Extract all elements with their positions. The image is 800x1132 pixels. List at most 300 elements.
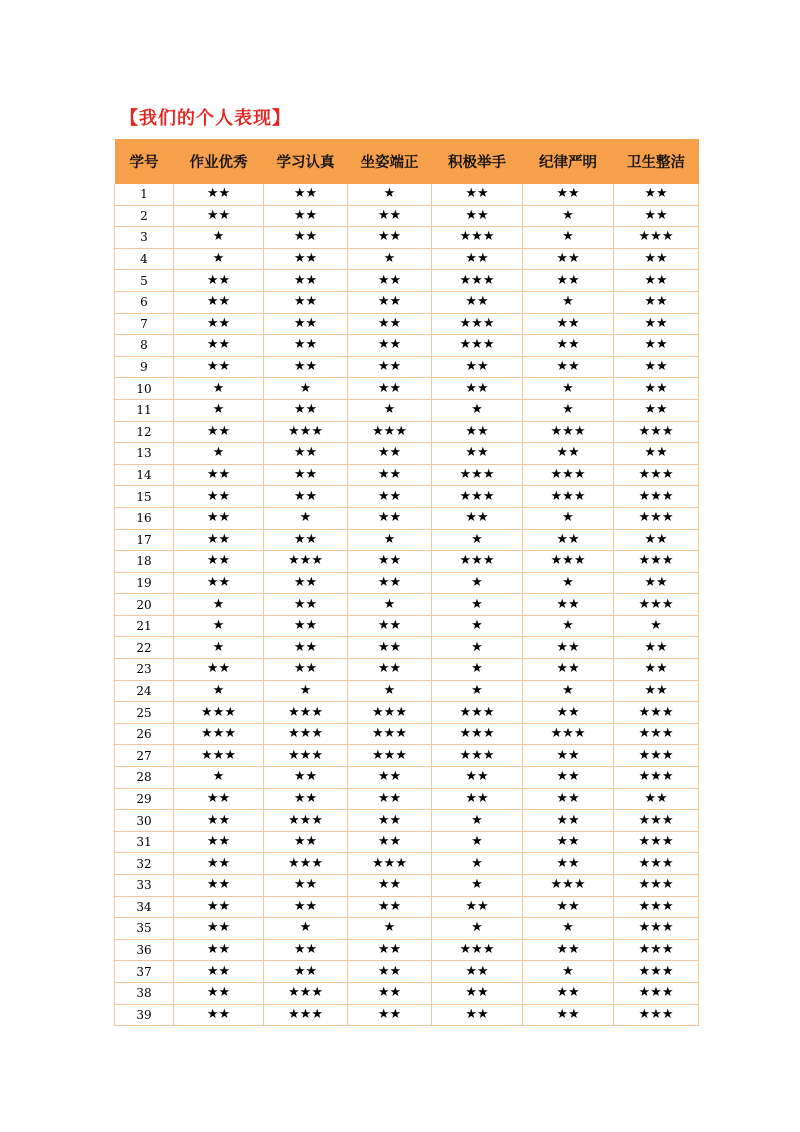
posture-stars: ★ (348, 918, 432, 940)
posture-stars: ★★ (348, 291, 432, 313)
hygiene-stars: ★★ (614, 572, 699, 594)
student-id-cell: 31 (115, 831, 174, 853)
hygiene-stars: ★★ (614, 680, 699, 702)
study-stars: ★★★ (264, 723, 348, 745)
student-id-cell: 32 (115, 853, 174, 875)
table-row (115, 918, 699, 940)
study-stars: ★★★ (264, 551, 348, 573)
hygiene-stars: ★★★ (614, 961, 699, 983)
homework-stars: ★ (174, 378, 264, 400)
discipline-stars: ★ (523, 291, 614, 313)
homework-stars: ★★ (174, 335, 264, 357)
study-stars: ★ (264, 507, 348, 529)
table-row (115, 291, 699, 313)
hygiene-stars: ★★★ (614, 939, 699, 961)
discipline-stars: ★★ (523, 313, 614, 335)
table-row (115, 572, 699, 594)
table-row (115, 421, 699, 443)
discipline-stars: ★★★ (523, 486, 614, 508)
posture-stars: ★★ (348, 810, 432, 832)
hygiene-stars: ★★★ (614, 507, 699, 529)
discipline-stars: ★ (523, 572, 614, 594)
student-id-cell: 4 (115, 248, 174, 270)
student-id-cell: 19 (115, 572, 174, 594)
student-id-cell: 21 (115, 615, 174, 637)
study-stars: ★★ (264, 572, 348, 594)
student-id-cell: 20 (115, 594, 174, 616)
table-row (115, 335, 699, 357)
homework-stars: ★★ (174, 507, 264, 529)
homework-stars: ★★ (174, 659, 264, 681)
posture-stars: ★★ (348, 939, 432, 961)
homework-stars: ★★ (174, 572, 264, 594)
hand-raising-stars: ★ (432, 680, 523, 702)
student-id-cell: 28 (115, 767, 174, 789)
hand-raising-stars: ★ (432, 853, 523, 875)
table-header-row (115, 139, 699, 184)
student-id-cell: 13 (115, 443, 174, 465)
posture-stars: ★★ (348, 1004, 432, 1026)
discipline-stars: ★★ (523, 356, 614, 378)
homework-stars: ★★ (174, 788, 264, 810)
student-id-cell: 18 (115, 551, 174, 573)
table-row (115, 982, 699, 1004)
student-id-cell: 5 (115, 270, 174, 292)
homework-stars: ★★ (174, 896, 264, 918)
hygiene-stars: ★★★ (614, 896, 699, 918)
study-stars: ★★ (264, 399, 348, 421)
student-id-cell: 10 (115, 378, 174, 400)
hygiene-stars: ★★★ (614, 831, 699, 853)
hygiene-stars: ★★ (614, 270, 699, 292)
posture-stars: ★ (348, 529, 432, 551)
posture-stars: ★ (348, 184, 432, 205)
posture-stars: ★★ (348, 961, 432, 983)
student-id-cell: 8 (115, 335, 174, 357)
posture-stars: ★ (348, 594, 432, 616)
hand-raising-stars: ★★ (432, 291, 523, 313)
column-header-homework: 作业优秀 (174, 139, 264, 184)
hand-raising-stars: ★★ (432, 1004, 523, 1026)
hand-raising-stars: ★ (432, 529, 523, 551)
posture-stars: ★★ (348, 335, 432, 357)
table-row (115, 399, 699, 421)
discipline-stars: ★★ (523, 831, 614, 853)
student-id-cell: 1 (115, 184, 174, 205)
study-stars: ★★★ (264, 982, 348, 1004)
homework-stars: ★★ (174, 184, 264, 205)
hygiene-stars: ★★ (614, 184, 699, 205)
study-stars: ★★★ (264, 1004, 348, 1026)
discipline-stars: ★★★ (523, 551, 614, 573)
study-stars: ★★ (264, 464, 348, 486)
hand-raising-stars: ★★★ (432, 313, 523, 335)
discipline-stars: ★★ (523, 184, 614, 205)
discipline-stars: ★★ (523, 702, 614, 724)
homework-stars: ★ (174, 637, 264, 659)
table-row (115, 875, 699, 897)
homework-stars: ★★ (174, 875, 264, 897)
discipline-stars: ★★ (523, 788, 614, 810)
table-row (115, 486, 699, 508)
hygiene-stars: ★★ (614, 399, 699, 421)
hand-raising-stars: ★★ (432, 378, 523, 400)
posture-stars: ★★ (348, 205, 432, 227)
study-stars: ★★ (264, 788, 348, 810)
study-stars: ★★ (264, 659, 348, 681)
discipline-stars: ★★ (523, 810, 614, 832)
posture-stars: ★★ (348, 443, 432, 465)
hand-raising-stars: ★★★ (432, 464, 523, 486)
study-stars: ★★ (264, 248, 348, 270)
study-stars: ★★★ (264, 810, 348, 832)
posture-stars: ★★ (348, 551, 432, 573)
table-row (115, 464, 699, 486)
study-stars: ★★ (264, 615, 348, 637)
table-row (115, 831, 699, 853)
table-row (115, 939, 699, 961)
study-stars: ★★ (264, 939, 348, 961)
hygiene-stars: ★★★ (614, 767, 699, 789)
study-stars: ★★ (264, 529, 348, 551)
hygiene-stars: ★★★ (614, 875, 699, 897)
homework-stars: ★★★ (174, 723, 264, 745)
hand-raising-stars: ★★ (432, 767, 523, 789)
table-row (115, 227, 699, 249)
student-id-cell: 9 (115, 356, 174, 378)
table-row (115, 680, 699, 702)
hand-raising-stars: ★★★ (432, 723, 523, 745)
table-row (115, 659, 699, 681)
hygiene-stars: ★★ (614, 443, 699, 465)
hand-raising-stars: ★★ (432, 896, 523, 918)
table-row (115, 702, 699, 724)
table-body (115, 184, 699, 1026)
homework-stars: ★ (174, 399, 264, 421)
study-stars: ★★ (264, 594, 348, 616)
homework-stars: ★★ (174, 831, 264, 853)
discipline-stars: ★★ (523, 767, 614, 789)
table-row (115, 961, 699, 983)
student-id-cell: 6 (115, 291, 174, 313)
hand-raising-stars: ★★★ (432, 939, 523, 961)
study-stars: ★★ (264, 961, 348, 983)
posture-stars: ★ (348, 399, 432, 421)
student-id-cell: 23 (115, 659, 174, 681)
hand-raising-stars: ★★★ (432, 335, 523, 357)
hygiene-stars: ★★★ (614, 594, 699, 616)
posture-stars: ★ (348, 680, 432, 702)
table-row (115, 723, 699, 745)
hand-raising-stars: ★★★ (432, 270, 523, 292)
discipline-stars: ★★ (523, 896, 614, 918)
posture-stars: ★★ (348, 378, 432, 400)
study-stars: ★★ (264, 443, 348, 465)
student-id-cell: 3 (115, 227, 174, 249)
student-id-cell: 29 (115, 788, 174, 810)
study-stars: ★★★ (264, 745, 348, 767)
posture-stars: ★★ (348, 313, 432, 335)
table-row (115, 313, 699, 335)
hygiene-stars: ★★★ (614, 464, 699, 486)
homework-stars: ★ (174, 680, 264, 702)
hand-raising-stars: ★★ (432, 443, 523, 465)
homework-stars: ★★ (174, 853, 264, 875)
student-id-cell: 33 (115, 875, 174, 897)
hygiene-stars: ★★★ (614, 702, 699, 724)
student-id-cell: 24 (115, 680, 174, 702)
table-row (115, 248, 699, 270)
discipline-stars: ★★ (523, 594, 614, 616)
homework-stars: ★ (174, 227, 264, 249)
homework-stars: ★★ (174, 313, 264, 335)
hand-raising-stars: ★ (432, 918, 523, 940)
posture-stars: ★★ (348, 270, 432, 292)
homework-stars: ★★ (174, 918, 264, 940)
hygiene-stars: ★★★ (614, 918, 699, 940)
hygiene-stars: ★★ (614, 313, 699, 335)
student-id-cell: 11 (115, 399, 174, 421)
study-stars: ★★ (264, 875, 348, 897)
homework-stars: ★★ (174, 421, 264, 443)
posture-stars: ★★ (348, 637, 432, 659)
student-id-cell: 12 (115, 421, 174, 443)
homework-stars: ★★★ (174, 745, 264, 767)
discipline-stars: ★★ (523, 745, 614, 767)
discipline-stars: ★★★ (523, 723, 614, 745)
study-stars: ★★ (264, 270, 348, 292)
hand-raising-stars: ★ (432, 875, 523, 897)
homework-stars: ★ (174, 615, 264, 637)
hand-raising-stars: ★ (432, 637, 523, 659)
hygiene-stars: ★★ (614, 248, 699, 270)
hand-raising-stars: ★★ (432, 184, 523, 205)
posture-stars: ★★ (348, 615, 432, 637)
table-row (115, 615, 699, 637)
hand-raising-stars: ★★ (432, 507, 523, 529)
study-stars: ★ (264, 680, 348, 702)
study-stars: ★★ (264, 335, 348, 357)
study-stars: ★★ (264, 486, 348, 508)
discipline-stars: ★★ (523, 335, 614, 357)
hand-raising-stars: ★★★ (432, 486, 523, 508)
homework-stars: ★★ (174, 205, 264, 227)
homework-stars: ★★★ (174, 702, 264, 724)
posture-stars: ★★ (348, 227, 432, 249)
performance-table (114, 139, 699, 1026)
hand-raising-stars: ★★★ (432, 745, 523, 767)
hygiene-stars: ★★ (614, 291, 699, 313)
hand-raising-stars: ★★ (432, 421, 523, 443)
discipline-stars: ★★ (523, 982, 614, 1004)
posture-stars: ★★★ (348, 702, 432, 724)
hand-raising-stars: ★★★ (432, 702, 523, 724)
study-stars: ★ (264, 378, 348, 400)
table-row (115, 507, 699, 529)
table-row (115, 270, 699, 292)
table-row (115, 788, 699, 810)
hand-raising-stars: ★★ (432, 356, 523, 378)
discipline-stars: ★ (523, 227, 614, 249)
posture-stars: ★★★ (348, 421, 432, 443)
posture-stars: ★★ (348, 831, 432, 853)
student-id-cell: 16 (115, 507, 174, 529)
table-row (115, 896, 699, 918)
study-stars: ★★ (264, 205, 348, 227)
hygiene-stars: ★ (614, 615, 699, 637)
column-header-study: 学习认真 (264, 139, 348, 184)
student-id-cell: 39 (115, 1004, 174, 1026)
discipline-stars: ★★ (523, 443, 614, 465)
student-id-cell: 30 (115, 810, 174, 832)
homework-stars: ★ (174, 594, 264, 616)
discipline-stars: ★ (523, 918, 614, 940)
discipline-stars: ★★ (523, 270, 614, 292)
hygiene-stars: ★★★ (614, 853, 699, 875)
discipline-stars: ★ (523, 961, 614, 983)
posture-stars: ★★ (348, 875, 432, 897)
student-id-cell: 37 (115, 961, 174, 983)
table-row (115, 205, 699, 227)
study-stars: ★★ (264, 831, 348, 853)
hand-raising-stars: ★ (432, 659, 523, 681)
hand-raising-stars: ★ (432, 399, 523, 421)
hygiene-stars: ★★ (614, 788, 699, 810)
homework-stars: ★ (174, 443, 264, 465)
homework-stars: ★★ (174, 529, 264, 551)
study-stars: ★★★ (264, 853, 348, 875)
page-title: 【我们的个人表现】 (120, 108, 291, 129)
student-id-cell: 27 (115, 745, 174, 767)
posture-stars: ★ (348, 248, 432, 270)
homework-stars: ★★ (174, 551, 264, 573)
study-stars: ★★ (264, 313, 348, 335)
posture-stars: ★★ (348, 788, 432, 810)
hand-raising-stars: ★ (432, 810, 523, 832)
discipline-stars: ★ (523, 205, 614, 227)
discipline-stars: ★★ (523, 939, 614, 961)
hand-raising-stars: ★★ (432, 248, 523, 270)
hand-raising-stars: ★ (432, 831, 523, 853)
discipline-stars: ★★ (523, 529, 614, 551)
homework-stars: ★★ (174, 270, 264, 292)
student-id-cell: 2 (115, 205, 174, 227)
hygiene-stars: ★★ (614, 356, 699, 378)
hand-raising-stars: ★★ (432, 205, 523, 227)
study-stars: ★★ (264, 291, 348, 313)
table-row (115, 1004, 699, 1026)
discipline-stars: ★ (523, 615, 614, 637)
hygiene-stars: ★★★ (614, 810, 699, 832)
table-row (115, 767, 699, 789)
posture-stars: ★★★ (348, 853, 432, 875)
discipline-stars: ★★★ (523, 464, 614, 486)
hand-raising-stars: ★ (432, 572, 523, 594)
student-id-cell: 14 (115, 464, 174, 486)
student-id-cell: 36 (115, 939, 174, 961)
study-stars: ★★ (264, 896, 348, 918)
posture-stars: ★★ (348, 982, 432, 1004)
homework-stars: ★★ (174, 464, 264, 486)
hygiene-stars: ★★ (614, 659, 699, 681)
discipline-stars: ★ (523, 680, 614, 702)
table-row (115, 637, 699, 659)
column-header-discipline: 纪律严明 (523, 139, 614, 184)
column-header-hygiene: 卫生整洁 (614, 139, 699, 184)
study-stars: ★★ (264, 184, 348, 205)
student-id-cell: 26 (115, 723, 174, 745)
study-stars: ★★ (264, 637, 348, 659)
column-header-hand-raising: 积极举手 (432, 139, 523, 184)
homework-stars: ★★ (174, 1004, 264, 1026)
homework-stars: ★★ (174, 982, 264, 1004)
student-id-cell: 17 (115, 529, 174, 551)
study-stars: ★★ (264, 767, 348, 789)
table-row (115, 184, 699, 205)
homework-stars: ★ (174, 767, 264, 789)
hand-raising-stars: ★★ (432, 982, 523, 1004)
discipline-stars: ★ (523, 378, 614, 400)
table-row (115, 810, 699, 832)
discipline-stars: ★ (523, 399, 614, 421)
homework-stars: ★★ (174, 291, 264, 313)
discipline-stars: ★★ (523, 853, 614, 875)
hygiene-stars: ★★★ (614, 227, 699, 249)
discipline-stars: ★★ (523, 659, 614, 681)
discipline-stars: ★★ (523, 248, 614, 270)
posture-stars: ★★ (348, 896, 432, 918)
student-id-cell: 7 (115, 313, 174, 335)
hygiene-stars: ★★★ (614, 1004, 699, 1026)
hygiene-stars: ★★ (614, 529, 699, 551)
hygiene-stars: ★★★ (614, 486, 699, 508)
posture-stars: ★★ (348, 659, 432, 681)
study-stars: ★★ (264, 227, 348, 249)
study-stars: ★★ (264, 356, 348, 378)
discipline-stars: ★ (523, 507, 614, 529)
student-id-cell: 35 (115, 918, 174, 940)
homework-stars: ★★ (174, 356, 264, 378)
discipline-stars: ★★★ (523, 875, 614, 897)
posture-stars: ★★ (348, 767, 432, 789)
posture-stars: ★★ (348, 572, 432, 594)
discipline-stars: ★★★ (523, 421, 614, 443)
homework-stars: ★★ (174, 961, 264, 983)
hygiene-stars: ★★★ (614, 551, 699, 573)
hygiene-stars: ★★★ (614, 421, 699, 443)
posture-stars: ★★ (348, 507, 432, 529)
hand-raising-stars: ★ (432, 615, 523, 637)
posture-stars: ★★★ (348, 745, 432, 767)
column-header-posture: 坐姿端正 (348, 139, 432, 184)
column-header-student-id: 学号 (115, 139, 174, 184)
hand-raising-stars: ★★ (432, 961, 523, 983)
study-stars: ★ (264, 918, 348, 940)
hygiene-stars: ★★★ (614, 723, 699, 745)
homework-stars: ★ (174, 248, 264, 270)
table-row (115, 745, 699, 767)
table-row (115, 594, 699, 616)
hand-raising-stars: ★★★ (432, 551, 523, 573)
student-id-cell: 38 (115, 982, 174, 1004)
discipline-stars: ★★ (523, 637, 614, 659)
hand-raising-stars: ★★★ (432, 227, 523, 249)
table-row (115, 443, 699, 465)
student-id-cell: 15 (115, 486, 174, 508)
hand-raising-stars: ★★ (432, 788, 523, 810)
hygiene-stars: ★★★ (614, 745, 699, 767)
posture-stars: ★★ (348, 356, 432, 378)
